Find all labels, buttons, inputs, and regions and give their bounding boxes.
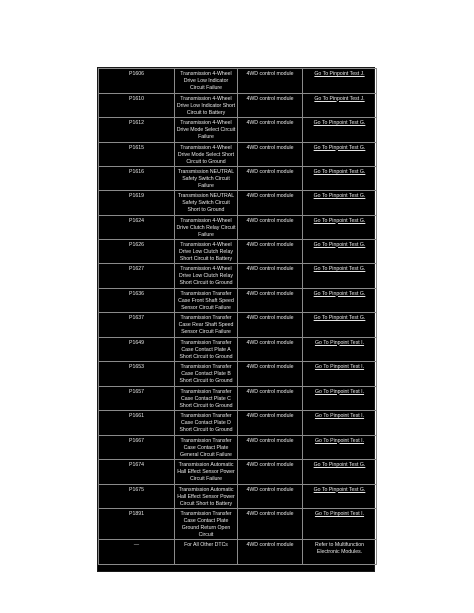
- dtc-action-link[interactable]: Go To Pinpoint Test G.: [303, 313, 377, 338]
- dtc-module: 4WD control module: [238, 215, 303, 239]
- table-row: [99, 509, 377, 540]
- dtc-description: Transmission Transfer Case Contact Plate General Circuit Failure: [175, 435, 238, 460]
- dtc-code: P1606: [99, 69, 175, 94]
- dtc-description: Transmission Transfer Case Contact Plate A Short Circuit to Ground: [175, 337, 238, 362]
- dtc-description: Transmission Automatic Hall Effect Sensor Power Circuit Failure: [175, 460, 238, 485]
- dtc-code: P1675: [99, 484, 175, 509]
- dtc-module: 4WD control module: [238, 239, 303, 264]
- dtc-module: 4WD control module: [238, 264, 303, 289]
- dtc-description: Transmission 4-Wheel Drive Low Indicator Short Circuit to Battery: [175, 93, 238, 118]
- table-row: [99, 142, 377, 167]
- dtc-code: P1624: [99, 215, 175, 239]
- dtc-action-link[interactable]: Go To Pinpoint Test G.: [303, 142, 377, 167]
- dtc-action-link[interactable]: Go To Pinpoint Test J.: [303, 69, 377, 94]
- dtc-description: Transmission Transfer Case Contact Plate B Short Circuit to Ground: [175, 362, 238, 387]
- dtc-description: Transmission 4-Wheel Drive Low Clutch Relay Short Circuit to Battery: [175, 239, 238, 264]
- table-row: [99, 460, 377, 485]
- dtc-module: 4WD control module: [238, 435, 303, 460]
- dtc-code: P1616: [99, 167, 175, 191]
- dtc-action-link[interactable]: Go To Pinpoint Test G.: [303, 239, 377, 264]
- dtc-module: 4WD control module: [238, 460, 303, 485]
- dtc-description: Transmission NEUTRAL Safety Switch Circuit Short to Ground: [175, 191, 238, 216]
- table-row: [99, 239, 377, 264]
- dtc-description: For All Other DTCs: [175, 540, 238, 565]
- dtc-code: P1615: [99, 142, 175, 167]
- dtc-code: P1661: [99, 411, 175, 436]
- dtc-description: Transmission NEUTRAL Safety Switch Circuit Failure: [175, 167, 238, 191]
- dtc-action-link[interactable]: Go To Pinpoint Test I.: [303, 411, 377, 436]
- dtc-code: P1667: [99, 435, 175, 460]
- dtc-action-link[interactable]: Go To Pinpoint Test I.: [303, 509, 377, 540]
- dtc-module: 4WD control module: [238, 386, 303, 411]
- table-row: [99, 435, 377, 460]
- table-row: [99, 167, 377, 191]
- dtc-table-sheet: [97, 67, 375, 572]
- dtc-description: Transmission 4-Wheel Drive Clutch Relay Circuit Failure: [175, 215, 238, 239]
- dtc-description: Transmission Transfer Case Contact Plate Ground Return Open Circuit: [175, 509, 238, 540]
- dtc-description: Transmission Automatic Hall Effect Sensor Power Circuit Short to Battery: [175, 484, 238, 509]
- dtc-code: P1636: [99, 288, 175, 313]
- dtc-table: [98, 68, 377, 565]
- table-row: [99, 313, 377, 338]
- dtc-description: Transmission Transfer Case Contact Plate C Short Circuit to Ground: [175, 386, 238, 411]
- dtc-module: 4WD control module: [238, 362, 303, 387]
- dtc-code: P1627: [99, 264, 175, 289]
- dtc-module: 4WD control module: [238, 167, 303, 191]
- dtc-code: P1637: [99, 313, 175, 338]
- dtc-table-body: [99, 69, 377, 565]
- table-row: [99, 484, 377, 509]
- dtc-action-link[interactable]: Go To Pinpoint Test G.: [303, 288, 377, 313]
- dtc-action-note: Refer to Multifunction Electronic Modules.: [303, 540, 377, 565]
- dtc-module: 4WD control module: [238, 337, 303, 362]
- table-row: [99, 191, 377, 216]
- dtc-action-link[interactable]: Go To Pinpoint Test G.: [303, 215, 377, 239]
- dtc-module: 4WD control module: [238, 118, 303, 143]
- dtc-code: P1612: [99, 118, 175, 143]
- table-row: [99, 386, 377, 411]
- table-row: [99, 288, 377, 313]
- dtc-action-link[interactable]: Go To Pinpoint Test G.: [303, 460, 377, 485]
- dtc-description: Transmission Transfer Case Front Shaft Speed Sensor Circuit Failure: [175, 288, 238, 313]
- dtc-code: P1619: [99, 191, 175, 216]
- table-row: [99, 411, 377, 436]
- table-row: [99, 215, 377, 239]
- dtc-description: Transmission Transfer Case Contact Plate D Short Circuit to Ground: [175, 411, 238, 436]
- dtc-code: P1653: [99, 362, 175, 387]
- dtc-code: P1891: [99, 509, 175, 540]
- dtc-module: 4WD control module: [238, 411, 303, 436]
- dtc-module: 4WD control module: [238, 484, 303, 509]
- dtc-description: Transmission 4-Wheel Drive Mode Select Short Circuit to Ground: [175, 142, 238, 167]
- dtc-description: Transmission Transfer Case Rear Shaft Speed Sensor Circuit Failure: [175, 313, 238, 338]
- dtc-action-link[interactable]: Go To Pinpoint Test G.: [303, 264, 377, 289]
- dtc-module: 4WD control module: [238, 288, 303, 313]
- dtc-module: 4WD control module: [238, 509, 303, 540]
- dtc-code: P1649: [99, 337, 175, 362]
- dtc-code: —: [99, 540, 175, 565]
- table-row: [99, 362, 377, 387]
- dtc-action-link[interactable]: Go To Pinpoint Test I.: [303, 386, 377, 411]
- table-row: [99, 264, 377, 289]
- dtc-action-link[interactable]: Go To Pinpoint Test I.: [303, 362, 377, 387]
- dtc-action-link[interactable]: Go To Pinpoint Test G.: [303, 118, 377, 143]
- dtc-action-link[interactable]: Go To Pinpoint Test G.: [303, 484, 377, 509]
- dtc-description: Transmission 4-Wheel Drive Low Indicator Circuit Failure: [175, 69, 238, 94]
- dtc-module: 4WD control module: [238, 93, 303, 118]
- table-row: [99, 118, 377, 143]
- dtc-action-link[interactable]: Go To Pinpoint Test G.: [303, 167, 377, 191]
- dtc-description: Transmission 4-Wheel Drive Mode Select Circuit Failure: [175, 118, 238, 143]
- table-row: [99, 540, 377, 565]
- dtc-action-link[interactable]: Go To Pinpoint Test I.: [303, 337, 377, 362]
- dtc-action-link[interactable]: Go To Pinpoint Test I.: [303, 435, 377, 460]
- dtc-module: 4WD control module: [238, 191, 303, 216]
- dtc-code: P1657: [99, 386, 175, 411]
- table-row: [99, 69, 377, 94]
- dtc-module: 4WD control module: [238, 69, 303, 94]
- dtc-action-link[interactable]: Go To Pinpoint Test J.: [303, 93, 377, 118]
- dtc-code: P1674: [99, 460, 175, 485]
- dtc-module: 4WD control module: [238, 142, 303, 167]
- dtc-code: P1610: [99, 93, 175, 118]
- dtc-action-link[interactable]: Go To Pinpoint Test G.: [303, 191, 377, 216]
- dtc-module: 4WD control module: [238, 540, 303, 565]
- dtc-code: P1626: [99, 239, 175, 264]
- dtc-module: 4WD control module: [238, 313, 303, 338]
- table-row: [99, 337, 377, 362]
- dtc-description: Transmission 4-Wheel Drive Low Clutch Relay Short Circuit to Ground: [175, 264, 238, 289]
- table-row: [99, 93, 377, 118]
